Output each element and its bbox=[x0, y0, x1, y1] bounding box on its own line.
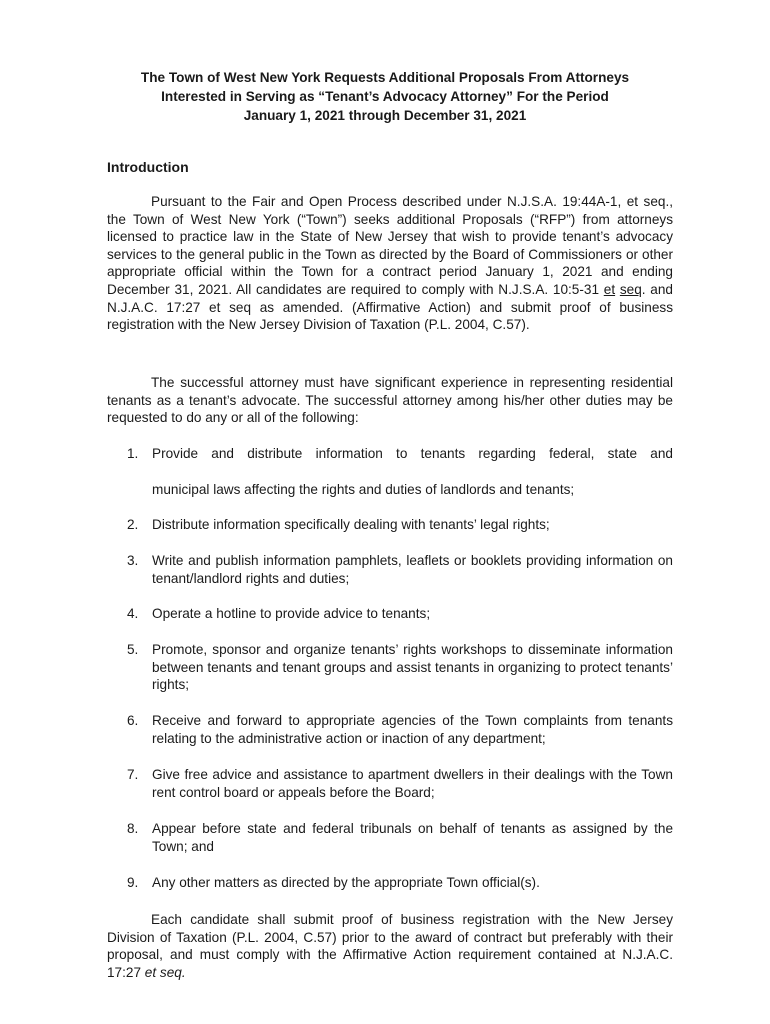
list-item bbox=[127, 605, 673, 623]
title-line-2: Interested in Serving as “Tenant’s Advocacy Attorney” For the Period bbox=[161, 89, 609, 104]
list-item bbox=[127, 641, 673, 694]
list-item bbox=[127, 516, 673, 534]
intro-paragraph-1 bbox=[107, 193, 673, 334]
list-item-text-line2: municipal laws affecting the rights and duties of landlords and tenants; bbox=[152, 481, 575, 497]
list-item-text: Appear before state and federal tribunals on behalf of tenants as assigned by the Town; and bbox=[152, 821, 673, 854]
paragraph-1-text: Pursuant to the Fair and Open Process described under N.J.S.A. 19:44A-1, et seq., the Town of West New York (“Town”) seeks additional Proposals (“RFP”) from attorneys licensed to practice law in the State of New Jersey that wish to provide tenant’s advocacy services to the general public in the Town as directed by the Board of Commissioners or other appropriate official within the Town for a contract period January 1, 2021 and ending December 31, 2021. All candidates are required to comply with N.J.S.A. 10:5-31 bbox=[107, 194, 673, 297]
list-item-text: Any other matters as directed by the appropriate Town official(s). bbox=[152, 875, 540, 890]
list-item-text: Distribute information specifically dealing with tenants’ legal rights; bbox=[152, 517, 550, 532]
document-title bbox=[90, 68, 680, 125]
list-item-text: Write and publish information pamphlets, leaflets or booklets providing information on tenant/landlord rights and duties; bbox=[152, 553, 673, 586]
intro-paragraph-2: The successful attorney must have significant experience in representing residential tenants as a tenant’s advocate. The successful attorney among his/her other duties may be requested to do any or all of the following: bbox=[107, 375, 673, 426]
paragraph-1-text-cont: . and N.J.A.C. 17:27 et seq as amended. (Affirmative Action) and submit proof of business registration with the New Jersey Division of Taxation (P.L. 2004, C.57). bbox=[107, 281, 673, 333]
closing-paragraph bbox=[107, 911, 673, 981]
list-item bbox=[127, 552, 673, 587]
list-item-number: 6. bbox=[127, 713, 139, 728]
list-item-text: Promote, sponsor and organize tenants’ rights workshops to disseminate information between tenants and tenant groups and assist tenants in organizing to protect tenants’ rights; bbox=[152, 642, 673, 693]
list-item-text: Receive and forward to appropriate agencies of the Town complaints from tenants relating to the administrative action or inaction of any department; bbox=[152, 713, 673, 746]
closing-paragraph-text: Each candidate shall submit proof of business registration with the New Jersey Division of Taxation (P.L. 2004, C.57) prior to the award of contract but preferably with their proposal, and must comply with the Affirmative Action requirement contained at N.J.A.C. 17:27 bbox=[107, 912, 673, 980]
et-seq-italic: et seq. bbox=[144, 964, 186, 980]
seq-underlined: seq bbox=[619, 281, 642, 297]
list-item-number: 2. bbox=[127, 517, 139, 532]
list-item-number: 5. bbox=[127, 642, 139, 657]
list-item bbox=[127, 766, 673, 801]
section-heading-introduction: Introduction bbox=[107, 159, 189, 175]
list-item-number: 8. bbox=[127, 821, 139, 836]
list-item-text-line1: Provide and distribute information to tenants regarding federal, state and bbox=[152, 446, 673, 461]
title-line-1: The Town of West New York Requests Additional Proposals From Attorneys bbox=[140, 70, 630, 85]
list-item-number: 3. bbox=[127, 553, 139, 568]
list-item bbox=[127, 712, 673, 747]
list-item bbox=[127, 820, 673, 855]
list-item-number: 4. bbox=[127, 606, 139, 621]
list-item bbox=[127, 445, 673, 498]
list-item-text: Give free advice and assistance to apartment dwellers in their dealings with the Town rent control board or appeals before the Board; bbox=[152, 767, 673, 800]
list-item-text: Operate a hotline to provide advice to tenants; bbox=[152, 606, 431, 621]
et-underlined: et bbox=[603, 281, 616, 297]
list-item bbox=[127, 874, 673, 892]
list-item-number: 9. bbox=[127, 875, 139, 890]
list-item-number: 7. bbox=[127, 767, 139, 782]
list-item-number: 1. bbox=[127, 446, 139, 461]
title-line-3: January 1, 2021 through December 31, 2021 bbox=[243, 108, 527, 123]
